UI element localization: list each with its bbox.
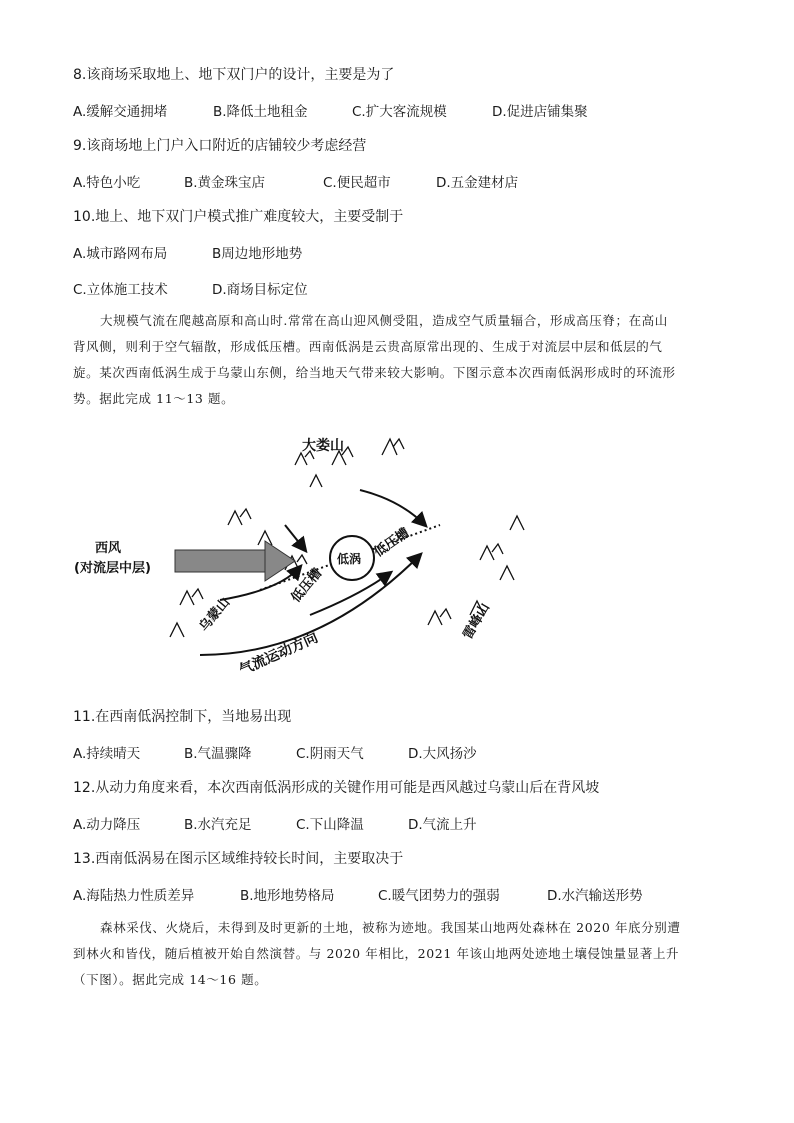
question-10-stem: 10.地上、地下双门户模式推广难度较大，主要受制于 (73, 209, 404, 225)
passage-1-line-3: 旋。某次西南低涡生成于乌蒙山东侧，给当地天气带来较大影响。下图示意本次西南低涡形成时的环流形 (73, 365, 676, 380)
question-12-stem: 12.从动力角度来看，本次西南低涡形成的关键作用可能是西风越过乌蒙山后在背风坡 (73, 780, 600, 796)
question-11-option-b[interactable]: B.气温骤降 (184, 746, 252, 762)
question-11-stem: 11.在西南低涡控制下，当地易出现 (73, 709, 292, 725)
question-12-option-d[interactable]: D.气流上升 (408, 817, 477, 833)
question-8-stem: 8.该商场采取地上、地下双门户的设计，主要是为了 (73, 67, 395, 83)
label-trough-right: 低压槽 (371, 525, 413, 561)
label-trough-left: 低压槽 (288, 566, 326, 606)
question-11-option-c[interactable]: C.阴雨天气 (296, 746, 364, 762)
label-wumengshan: 乌蒙山 (196, 595, 234, 635)
question-11-option-a[interactable]: A.持续晴天 (73, 746, 141, 762)
question-13-option-a[interactable]: A.海陆热力性质差异 (73, 888, 195, 904)
question-8-option-c[interactable]: C.扩大客流规模 (352, 104, 447, 120)
question-10-option-c[interactable]: C.立体施工技术 (73, 282, 168, 298)
question-9-option-d[interactable]: D.五金建材店 (436, 175, 519, 191)
label-westerly: 西风 (95, 541, 122, 556)
question-9-stem: 9.该商场地上门户入口附近的店铺较少考虑经营 (73, 138, 367, 154)
label-leifengshan: 雷峰山 (460, 600, 493, 642)
westerly-arrow (175, 541, 295, 581)
question-10-option-b[interactable]: B周边地形地势 (212, 246, 303, 262)
question-13-option-c[interactable]: C.暖气团势力的强弱 (378, 888, 500, 904)
passage-1-line-4: 势。据此完成 11～13 题。 (73, 391, 235, 406)
passage-2-line-2: 到林火和皆伐，随后植被开始自然演替。与 2020 年相比，2021 年该山地两处迹地土壤侵蚀量显著上升 (73, 946, 680, 961)
circulation-diagram (60, 425, 530, 690)
question-8-option-d[interactable]: D.促进店铺集聚 (492, 104, 588, 120)
question-8-option-a[interactable]: A.缓解交通拥堵 (73, 104, 168, 120)
question-12-option-a[interactable]: A.动力降压 (73, 817, 141, 833)
question-13-option-b[interactable]: B.地形地势格局 (240, 888, 335, 904)
passage-1-line-2: 背风侧，则利于空气辐散，形成低压槽。西南低涡是云贵高原常出现的、生成于对流层中层和低层的气 (73, 339, 663, 354)
question-8-option-b[interactable]: B.降低土地租金 (213, 104, 308, 120)
label-airflow-direction: 气流运动方向 (237, 629, 321, 679)
question-10-option-d[interactable]: D.商场目标定位 (212, 282, 308, 298)
flow-arrow-north (360, 490, 425, 525)
flow-arrow-short (285, 525, 305, 550)
label-westerly-layer: (对流层中层) (74, 561, 151, 576)
question-13-stem: 13.西南低涡易在图示区域维持较长时间，主要取决于 (73, 851, 404, 867)
question-12-option-b[interactable]: B.水汽充足 (184, 817, 252, 833)
passage-slash-land (73, 915, 723, 993)
question-10-option-a[interactable]: A.城市路网布局 (73, 246, 168, 262)
label-vortex: 低涡 (337, 552, 362, 566)
question-11-option-d[interactable]: D.大风扬沙 (408, 746, 477, 762)
question-9-option-a[interactable]: A.特色小吃 (73, 175, 141, 191)
question-9-option-b[interactable]: B.黄金珠宝店 (184, 175, 266, 191)
passage-2-line-1: 森林采伐、火烧后，未得到及时更新的土地，被称为迹地。我国某山地两处森林在 2020 年底分别遭 (100, 920, 681, 935)
passage-southwest-vortex (73, 308, 723, 412)
question-12-option-c[interactable]: C.下山降温 (296, 817, 364, 833)
question-13-option-d[interactable]: D.水汽输送形势 (547, 888, 643, 904)
passage-1-line-1: 大规模气流在爬越高原和高山时.常常在高山迎风侧受阻，造成空气质量辐合，形成高压脊；在高山 (100, 313, 668, 328)
question-9-option-c[interactable]: C.便民超市 (323, 175, 391, 191)
passage-2-line-3: （下图）。据此完成 14～16 题。 (73, 972, 268, 987)
label-daloushan: 大娄山 (302, 438, 344, 454)
